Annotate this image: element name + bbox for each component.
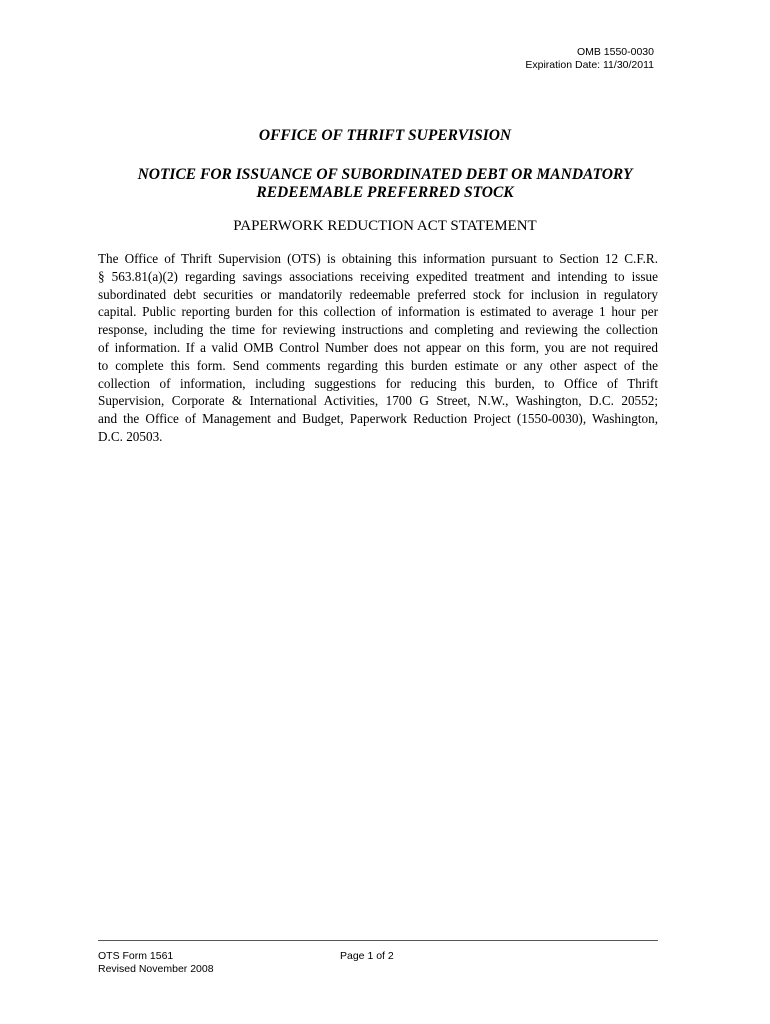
omb-header <box>525 46 654 72</box>
paragraph-line: D.C. 20503. <box>98 428 163 444</box>
paragraph-line: to complete this form. Send comments regarding this burden estimate or any other aspect of the <box>98 357 658 373</box>
form-title-line: REDEEMABLE PREFERRED STOCK <box>256 184 514 201</box>
paragraph-line: The Office of Thrift Supervision (OTS) is obtaining this information pursuant to Section 12 C.F.R. <box>98 251 658 266</box>
page-number: Page 1 of 2 <box>340 950 394 962</box>
revision-date: Revised November 2008 <box>98 963 214 975</box>
footer-form-info <box>98 950 214 976</box>
expiration-date: Expiration Date: 11/30/2011 <box>525 59 654 71</box>
footer-divider <box>98 940 658 941</box>
paragraph-line: Supervision, Corporate & International Activities, 1700 G Street, N.W., Washington, D.C. 20552; <box>98 393 658 409</box>
paragraph-line: subordinated debt securities or mandatorily redeemable preferred stock for inclusion in regulatory <box>98 286 658 302</box>
form-title <box>0 166 770 202</box>
agency-title: OFFICE OF THRIFT SUPERVISION <box>258 127 512 144</box>
paragraph-line: § 563.81(a)(2) regarding savings associations receiving expedited treatment and intending to issue <box>98 268 658 284</box>
section-heading: PAPERWORK REDUCTION ACT STATEMENT <box>233 218 537 234</box>
form-number: OTS Form 1561 <box>98 950 174 962</box>
paragraph-line: capital. Public reporting burden for this collection of information is estimated to average 1 hour per <box>98 304 658 320</box>
paragraph-line: response, including the time for reviewing instructions and completing and reviewing the collection <box>98 322 658 338</box>
omb-number: OMB 1550-0030 <box>576 46 654 58</box>
paperwork-statement <box>98 250 658 446</box>
form-title-line: NOTICE FOR ISSUANCE OF SUBORDINATED DEBT OR MANDATORY <box>137 166 633 183</box>
paragraph-line: and the Office of Management and Budget, Paperwork Reduction Project (1550-0030), Washington, <box>98 411 658 427</box>
paragraph-line: collection of information, including suggestions for reducing this burden, to Office of Thrift <box>98 375 658 391</box>
paragraph-line: of information. If a valid OMB Control Number does not appear on this form, you are not required <box>98 339 658 355</box>
